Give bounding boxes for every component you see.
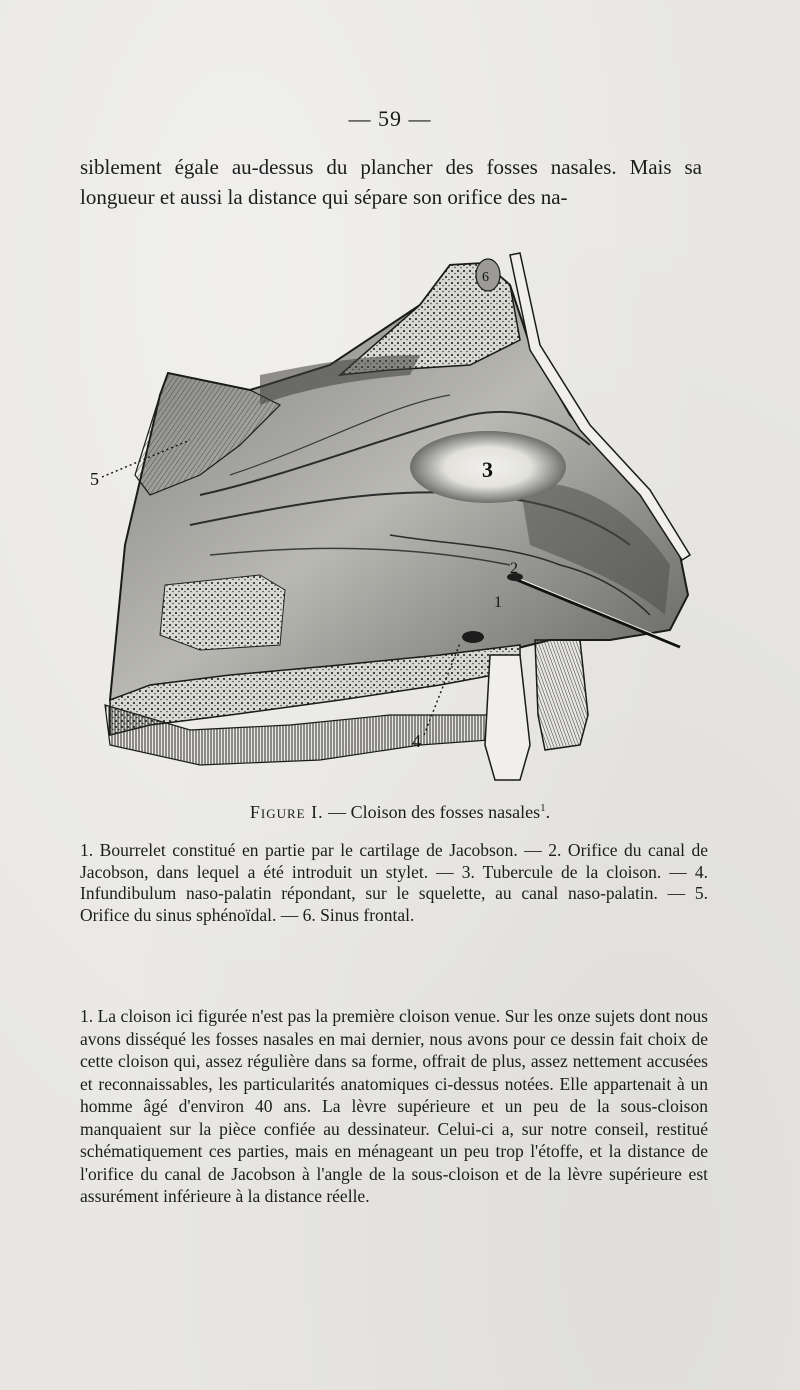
cartilage-region bbox=[160, 575, 285, 650]
footnote-text: 1. La cloison ici figurée n'est pas la première cloison venue. Sur les onze sujets dont nous avons disséqué les fosses nasales en mai dernier, nous avons pour ce dessin fait choix de cette cloison qui, assez régulière dans sa forme, offrait de plus, assez nettement accusées et reconnaissables, les particularités anatomiques ci-dessus notées. Elle appartenait à un homme âgé d'environ 40 ans. La lèvre supérieure et un peu de la sous-cloison manquaient sur la pièce confiée au dessinateur. Celui-ci a, sur notre conseil, restitué schématiquement ces parties, mais en ménageant un peu trop l'étoffe, et la distance de l'orifice du canal de Jacobson à l'angle de la sous-cloison et de la lèvre supérieure est assurément inférieure à la distance réelle. bbox=[80, 1006, 708, 1206]
caption-text: — Cloison des fosses nasales bbox=[323, 802, 541, 822]
label-5: 5 bbox=[90, 469, 99, 489]
anatomical-figure bbox=[90, 245, 710, 790]
page-number: — 59 — bbox=[348, 106, 432, 131]
label-1: 1 bbox=[494, 594, 502, 611]
body-paragraph: siblement égale au-dessus du plancher des fosses nasales. Mais sa longueur et aussi la distance qui sépare son orifice des na- bbox=[80, 155, 702, 209]
nasal-septum-illustration bbox=[90, 245, 710, 790]
label-4: 4 bbox=[412, 731, 421, 751]
incisor bbox=[485, 655, 530, 780]
caption-note-ref: 1 bbox=[540, 802, 546, 814]
footnote bbox=[80, 1005, 708, 1208]
caption-end: . bbox=[545, 802, 551, 822]
naso-palatine-infundibulum bbox=[462, 631, 484, 643]
caption-label: Figure I. bbox=[249, 802, 324, 822]
label-2: 2 bbox=[510, 560, 518, 577]
label-6: 6 bbox=[482, 270, 489, 285]
figure-caption bbox=[0, 802, 800, 823]
upper-lip bbox=[535, 640, 588, 750]
label-3: 3 bbox=[482, 457, 493, 482]
legend-text: 1. Bourrelet constitué en partie par le cartilage de Jacobson. — 2. Orifice du canal de Jacobson, dans lequel a été introduit un stylet. — 3. Tubercule de la cloison. — 4. Infundibulum naso-palatin répondant, sur le squelette, au canal naso-palatin. — 5. Orifice du sinus sphénoïdal. — 6. Sinus frontal. bbox=[80, 840, 708, 925]
figure-legend bbox=[80, 840, 708, 926]
body-text bbox=[80, 152, 702, 212]
